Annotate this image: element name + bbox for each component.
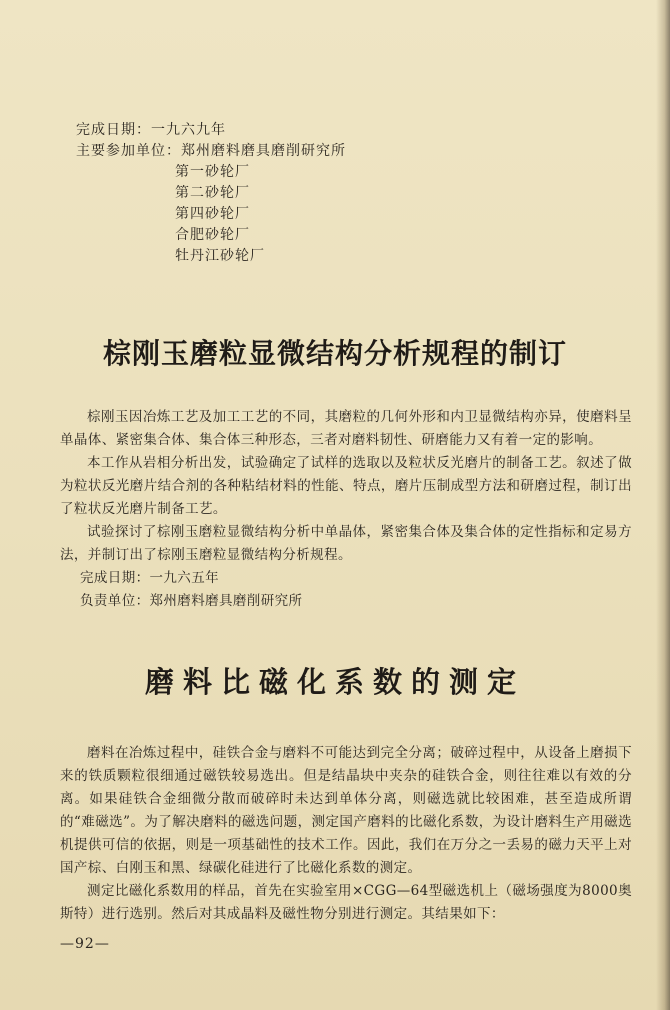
participant-item: 合肥砂轮厂 bbox=[175, 227, 250, 243]
responsible-unit: 负责单位：郑州磨料磨具磨削研究所 bbox=[80, 593, 303, 609]
completion-date: 完成日期：一九六五年 bbox=[80, 570, 219, 586]
paragraph: 棕刚玉因冶炼工艺及加工工艺的不同，其磨粒的几何外形和内卫显微结构亦异，使磨料呈单晶体、紧密集合体、集合体三种形态，三者对磨料韧性、研磨能力又有着一定的影响。 bbox=[60, 409, 632, 448]
article-title-magnetic: 磨料比磁化系数的测定 bbox=[144, 665, 525, 699]
paragraph: 试验探讨了棕刚玉磨粒显微结构分析中单晶体，紧密集合体及集合体的定性指标和定易方法，并制订出了棕刚玉磨粒显微结构分析规程。 bbox=[60, 524, 632, 563]
participants-label: 主要参加单位： bbox=[76, 143, 181, 159]
participant-item: 第一砂轮厂 bbox=[175, 164, 250, 180]
article-body-magnetic bbox=[60, 742, 632, 926]
paragraph: 本工作从岩相分析出发，试验确定了试样的选取以及粒状反光磨片的制备工艺。叙述了做为粒状反光磨片结合剂的各种粘结材料的性能、特点，磨片压制成型方法和研磨过程，制订出了粒状反光磨片制备工艺。 bbox=[60, 455, 632, 517]
completion-date: 完成日期：一九六九年 bbox=[76, 122, 226, 138]
participants-list bbox=[76, 162, 346, 267]
paragraph: 测定比磁化系数用的样品，首先在实验室用×CGG—64型磁选机上（磁场强度为8000奥斯特）进行选别。然后对其成晶料及磁性物分别进行测定。其结果如下： bbox=[60, 883, 632, 922]
paragraph: 磨料在冶炼过程中，硅铁合金与磨料不可能达到完全分离；破碎过程中，从设备上磨损下来的铁质颗粒很细通过磁铁较易选出。但是结晶块中夹杂的硅铁合金，则往往难以有效的分离。如果硅铁合金细微分散而破碎时未达到单体分离，则磁选就比较困难，甚至造成所谓的“难磁选”。为了解决磨料的磁选问题，测定国产磨料的比磁化系数，为设计磨料生产用磁选机提供可信的依据，则是一项基础性的技术工作。因此，我们在万分之一丢易的磁力天平上对国产棕、白刚玉和黑、绿碳化硅进行了比磁化系数的测定。 bbox=[60, 745, 632, 876]
participant-item: 第四砂轮厂 bbox=[175, 206, 250, 222]
participant-item: 第二砂轮厂 bbox=[175, 185, 250, 201]
page-number: —92— bbox=[60, 936, 110, 952]
participant-item: 牡丹江砂轮厂 bbox=[175, 248, 265, 264]
page-edge-shadow bbox=[656, 0, 670, 1010]
participant-item: 郑州磨料磨具磨削研究所 bbox=[181, 143, 346, 159]
participants-block bbox=[76, 120, 346, 267]
article-title-corundum: 棕刚玉磨粒显微结构分析规程的制订 bbox=[102, 337, 567, 370]
article-body-corundum bbox=[60, 406, 632, 613]
participants-row bbox=[76, 141, 346, 162]
